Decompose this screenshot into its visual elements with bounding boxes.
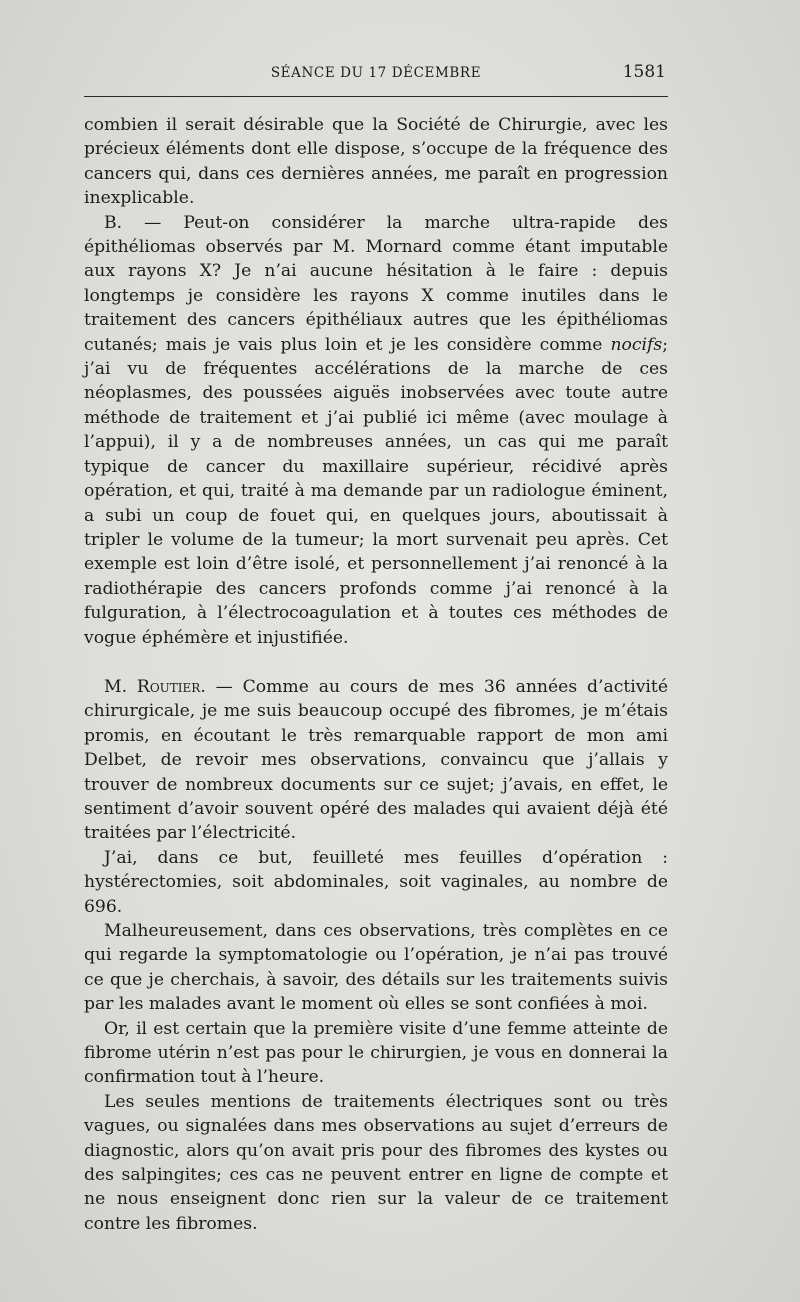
paragraph-traitements-electriques: Les seules mentions de traitements électriques sont ou très vagues, ou signalées dans mes observations au sujet d’erreurs de diagnostic, alors qu’on avait pris pour des fibromes des kystes ou des salpingites; ces cas ne peuvent entrer en ligne de compte et ne nous enseignent donc rien sur la valeur de ce traitement contre les fibromes. [84, 1091, 668, 1234]
paragraph-routier [84, 675, 668, 846]
header-title: SÉANCE DU 17 DÉCEMBRE [270, 65, 482, 81]
paragraph-premiere-visite: Or, il est certain que la première visite d’une femme atteinte de fibrome utérin n’est pas pour le chirurgien, je vous en donnerai la confirmation tout à l’heure. [84, 1018, 668, 1088]
section-gap [84, 650, 668, 675]
paragraph-text: B. — Peut-on considérer la marche ultra-rapide des épithéliomas observés par M. Mornard comme étant imputable aux rayons X? Je n’ai aucune hésitation à le faire : depuis longtemps je considère les rayons X comme inutiles dans le traitement des cancers épithéliaux autres que les épithéliomas cutanés; mais je vais plus loin et je les considère comme [84, 212, 668, 355]
header-rule [84, 96, 668, 97]
paragraph-text-continued: ; j’ai vu de fréquentes accélérations de la marche de ces néoplasmes, des poussées aiguës inobservées avec toute autre méthode de traitement et j’ai publié ici même (avec moulage à l’appui), il y a de nombreuses années, un cas qui me paraît typique de cancer du maxillaire supérieur, récidivé après opération, et qui, traité à ma demande par un radiologue éminent, a subi un coup de fouet qui, en quelques jours, aboutissait à tripler le volume de la tumeur; la mort survenait peu après. Cet exemple est loin d’être isolé, et personnellement j’ai renoncé à la radiothérapie des cancers profonds comme j’ai renoncé à la fulguration, à l’électrocoagulation et à toutes ces méthodes de vogue éphémère et injustifiée. [84, 334, 668, 648]
emphasis-nocifs: nocifs [610, 334, 663, 355]
paragraph-rayons-x [84, 211, 668, 650]
paragraph-cancer-frequency: combien il serait désirable que la Société de Chirurgie, avec les précieux éléments dont elle dispose, s’occupe de la fréquence des cancers qui, dans ces dernières années, me paraît en progression inexplicable. [84, 115, 668, 209]
speaker-name: M. Routier. [104, 676, 206, 697]
paragraph-feuilles-operation: J’ai, dans ce but, feuilleté mes feuilles d’opération : hystérectomies, soit abdominales, soit vaginales, au nombre de 696. [84, 847, 668, 917]
running-header [84, 62, 668, 84]
paragraph-malheureusement: Malheureusement, dans ces observations, très complètes en ce qui regarde la symptomatologie ou l’opération, je n’ai pas trouvé ce que je cherchais, à savoir, des détails sur les traitements suivis par les malades avant le moment où elles se sont confiées à moi. [84, 921, 668, 1015]
page-number: 1581 [622, 62, 666, 82]
paragraph-text: — Comme au cours de mes 36 années d’activité chirurgicale, je me suis beaucoup occupé des fibromes, je m’étais promis, en écoutant le très remarquable rapport de mon ami Delbet, de revoir mes observations, convaincu que j’allais y trouver de nombreux documents sur ce sujet; j’avais, en effet, le sentiment d’avoir souvent opéré des malades qui avaient déjà été traitées par l’électricité. [84, 676, 669, 844]
body-text [84, 113, 668, 1236]
